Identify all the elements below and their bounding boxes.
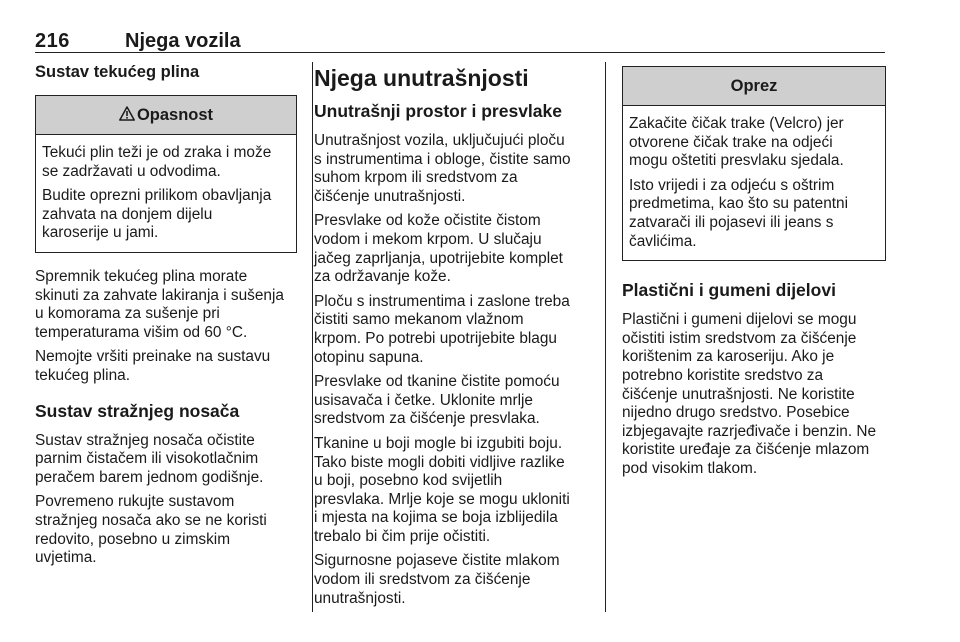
text-line: očistiti istim sredstvom za čišćenje [622, 329, 857, 347]
text-line: za održavanje kože. [314, 268, 451, 286]
danger-box-body [36, 135, 296, 252]
paragraph [314, 212, 593, 286]
paragraph [35, 432, 297, 488]
column-1 [35, 62, 297, 568]
text-line: usisavača i četke. Uklonite mrlje [314, 391, 533, 409]
header-rule [35, 52, 885, 53]
text-line: sredstvom za čišćenje presvlaka. [314, 410, 540, 428]
text-line: parnim čistačem ili visokotlačnim [35, 450, 259, 468]
text-line: Sigurnosne pojaseve čistite mlakom [314, 552, 560, 570]
text-line: koristite uređaje za čišćenje mlazom [622, 441, 870, 459]
text-line: skinuti za zahvate lakiranja i sušenja [35, 286, 284, 304]
paragraph [629, 115, 877, 171]
text-line: čavlićima. [629, 232, 697, 250]
section-subheading: Unutrašnji prostor i presvlake [314, 101, 562, 121]
text-line: stražnjeg nosača ako se ne koristi [35, 511, 267, 529]
section-heading: Njega unutrašnjosti [314, 65, 529, 91]
text-line: jačeg zaprljanja, upotrijebite komplet [314, 249, 563, 267]
text-line: čistiti samo mekanom vlažnom [314, 311, 524, 329]
paragraph [314, 293, 593, 367]
text-line: Budite oprezni prilikom obavljanja [42, 187, 272, 205]
text-line: Zakačite čičak trake (Velcro) jer [629, 115, 844, 132]
text-line: pod visokim tlakom. [622, 459, 758, 477]
text-line: u komorama za sušenje pri [35, 305, 220, 323]
text-line: karoserije u jami. [42, 224, 159, 242]
paragraph [35, 268, 297, 342]
caution-box-body [623, 106, 885, 260]
text-line: Tekući plin teži je od zraka i može [42, 144, 272, 161]
section-subheading: Plastični i gumeni dijelovi [622, 280, 836, 301]
text-line: se zadržavati u odvodima. [42, 162, 221, 180]
text-line: Unutrašnjost vozila, uključujući ploču [314, 132, 565, 149]
section-heading: Sustav tekućeg plina [35, 63, 200, 81]
paragraph [35, 348, 297, 385]
text-line: peračem barem jednom godišnje. [35, 468, 264, 486]
text-line: izbjegavajte razrjeđivače i benzin. Ne [622, 422, 877, 440]
paragraph [314, 552, 593, 608]
text-line: uvjetima. [35, 549, 97, 567]
chapter-title: Njega vozila [125, 30, 241, 52]
paragraph [622, 311, 886, 478]
text-line: potrebno koristite sredstvo za [622, 366, 824, 384]
text-line: Tkanine u boji mogle bi izgubiti boju. [314, 434, 563, 452]
text-line: zatvarači ili pojasevi ili jeans s [629, 213, 834, 231]
danger-box [35, 95, 297, 253]
text-line: predmetima, kao što su patentni [629, 195, 849, 213]
section-subheading: Sustav stražnjeg nosača [35, 400, 240, 421]
text-line: nijedno drugo sredstvo. Posebice [622, 404, 850, 422]
danger-box-title [36, 96, 296, 135]
text-line: Ploču s instrumentima i zaslone treba [314, 292, 570, 310]
paragraph [629, 177, 877, 251]
text-line: tekućeg plina. [35, 366, 130, 384]
column-divider [605, 62, 606, 612]
text-line: vodom ili sredstvom za čišćenje [314, 571, 531, 589]
text-line: otopinu sapuna. [314, 348, 424, 366]
column-divider [312, 62, 313, 612]
text-line: Spremnik tekućeg plina morate [35, 267, 248, 285]
text-line: Plastični i gumeni dijelovi se mogu [622, 311, 857, 329]
text-line: krpom. Po potrebi upotrijebite blagu [314, 329, 557, 347]
text-line: otvorene čičak trake na odjeći [629, 133, 833, 151]
text-line: presvlaka. Mrlje koje se mogu ukloniti [314, 490, 570, 508]
text-line: mogu oštetiti presvlaku sjedala. [629, 152, 844, 170]
column-2 [314, 62, 593, 608]
text-line: suhom krpom ili sredstvom za [314, 169, 518, 187]
text-line: Tako biste mogli dobiti vidljive razlike [314, 453, 565, 471]
text-line: unutrašnjosti. [314, 589, 406, 607]
text-line: zahvata na donjem dijelu [42, 205, 213, 223]
page-number: 216 [35, 30, 70, 52]
text-line: Presvlake od tkanine čistite pomoću [314, 373, 560, 391]
paragraph [314, 132, 593, 206]
text-line: Isto vrijedi i za odjeću s oštrim [629, 176, 835, 194]
text-line: s instrumentima i obloge, čistite samo [314, 150, 571, 168]
text-line: Sustav stražnjeg nosača očistite [35, 431, 255, 449]
caution-box-title: Oprez [623, 67, 885, 106]
paragraph [42, 187, 288, 243]
paragraph [314, 373, 593, 429]
text-line: čišćenje unutrašnjosti. [314, 187, 466, 205]
text-line: vodom i mekom krpom. U slučaju [314, 230, 542, 248]
text-line: temperaturama višim od 60 °C. [35, 323, 248, 341]
warning-triangle-icon [119, 106, 135, 121]
text-line: u boji, posebno kod svijetlih [314, 472, 503, 490]
text-line: i mjesta na kojima se boja izblijedila [314, 509, 558, 527]
page-header [35, 30, 885, 52]
text-line: redovito, posebno u zimskim [35, 530, 231, 548]
caution-box [622, 66, 886, 261]
text-line: trebalo bi čim prije očistiti. [314, 527, 491, 545]
column-3 [622, 62, 886, 479]
text-line: Povremeno rukujte sustavom [35, 493, 235, 511]
paragraph [314, 435, 593, 547]
paragraph [35, 493, 297, 567]
text-line: Nemojte vršiti preinake na sustavu [35, 348, 271, 366]
text-line: čišćenje unutrašnjosti. Ne koristite [622, 385, 855, 403]
paragraph [42, 144, 288, 181]
danger-title-text: Opasnost [136, 106, 214, 124]
text-line: korištenim za karoseriju. Ako je [622, 348, 835, 366]
text-line: Presvlake od kože očistite čistom [314, 212, 541, 230]
